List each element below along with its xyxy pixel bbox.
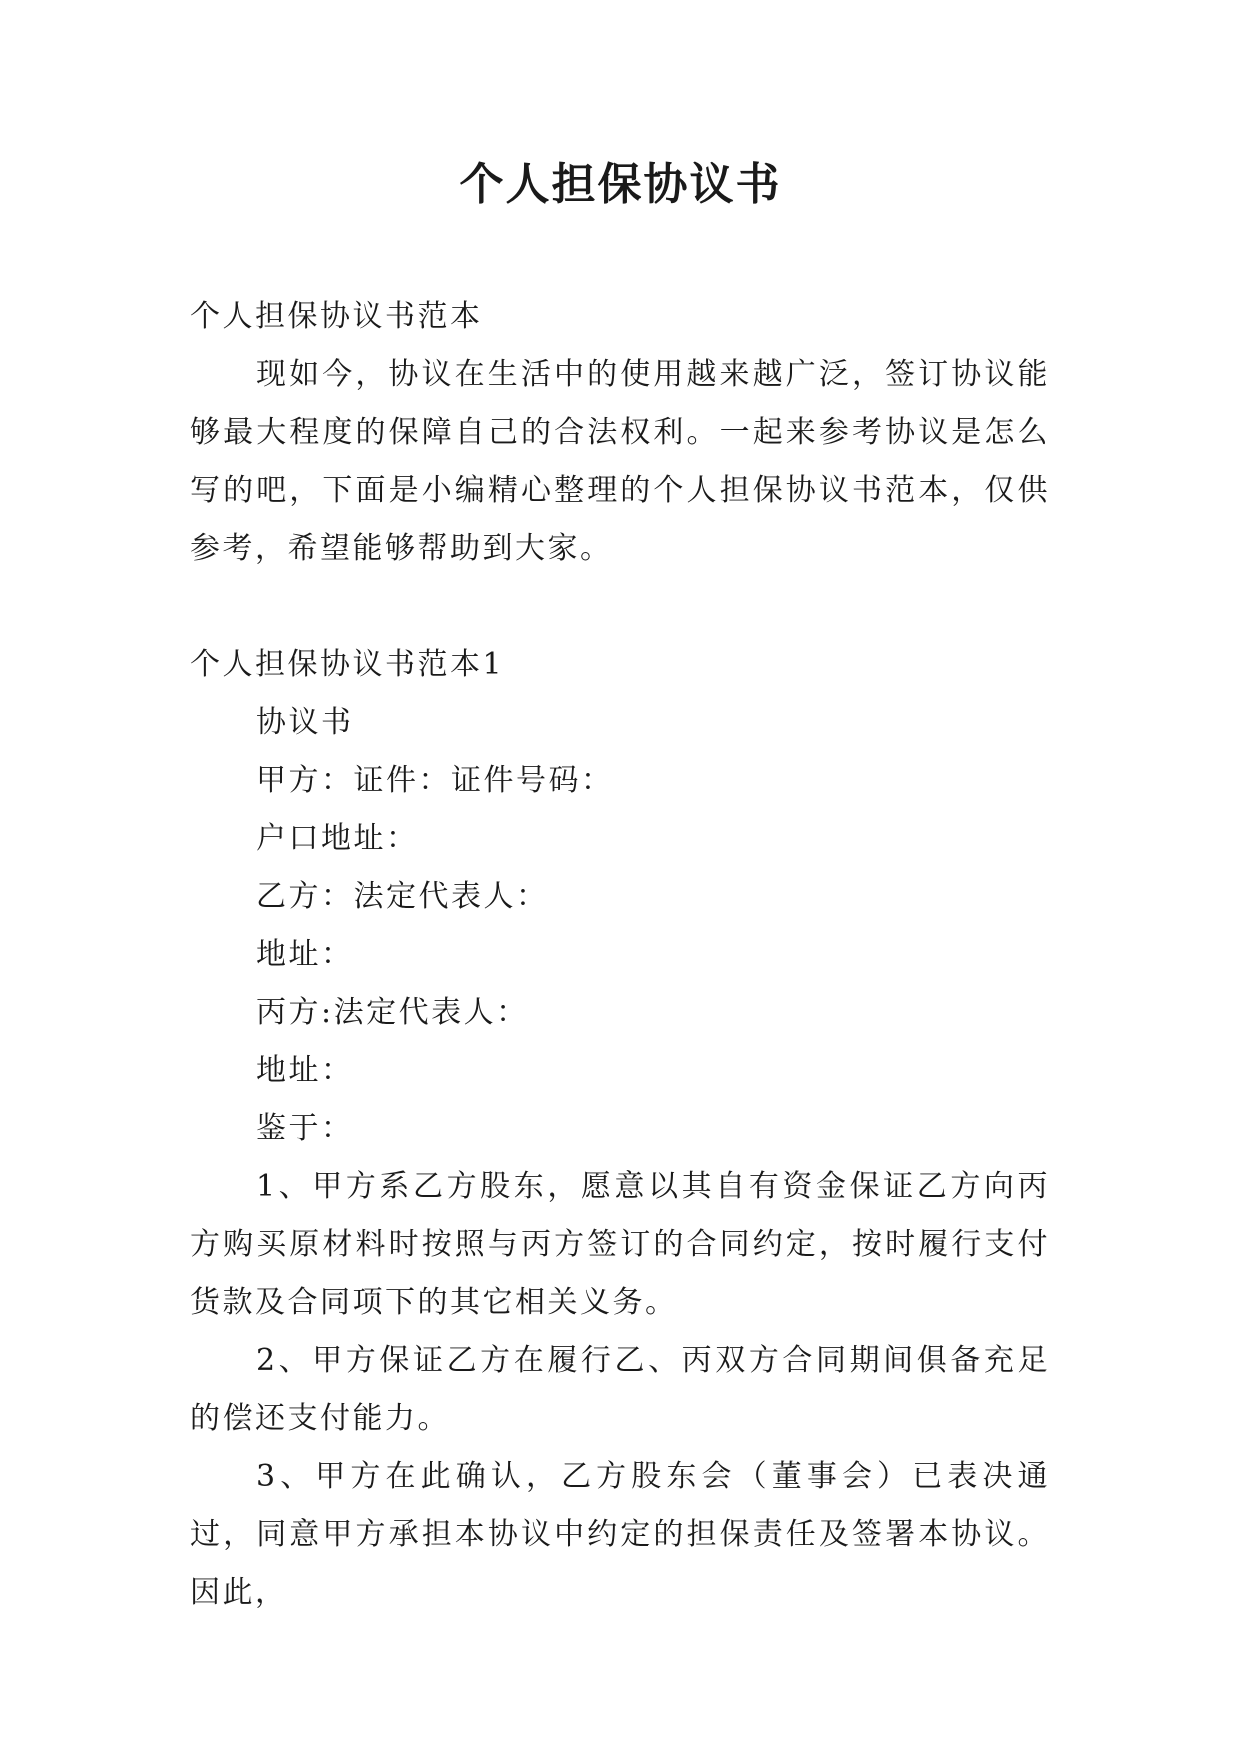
intro-paragraph: 现如今，协议在生活中的使用越来越广泛，签订协议能够最大程度的保障自己的合法权利。一起来参考协议是怎么写的吧，下面是小编精心整理的个人担保协议书范本，仅供参考，希望能够帮助到大家。 <box>190 357 1050 566</box>
clause-paragraph: 2、甲方保证乙方在履行乙、丙双方合同期间俱备充足的偿还支付能力。 <box>190 1343 1050 1436</box>
clause-paragraph: 1、甲方系乙方股东，愿意以其自有资金保证乙方向丙方购买原材料时按照与丙方签订的合同约定，按时履行支付货款及合同项下的其它相关义务。 <box>190 1169 1050 1320</box>
section-heading: 个人担保协议书范本1 <box>190 647 505 682</box>
section-heading: 个人担保协议书范本 <box>190 299 483 334</box>
clause-paragraph: 3、甲方在此确认，乙方股东会（董事会）已表决通过，同意甲方承担本协议中约定的担保责任及签署本协议。因此， <box>190 1459 1050 1610</box>
party-a-line: 甲方：证件：证件号码： <box>256 763 614 798</box>
party-a-address-line: 户口地址： <box>256 821 419 856</box>
document-title: 个人担保协议书 <box>459 159 782 210</box>
party-c-address-line: 地址： <box>256 1053 354 1088</box>
party-b-address-line: 地址： <box>256 937 354 972</box>
document-body <box>190 288 1050 1622</box>
party-b-line: 乙方：法定代表人： <box>256 879 549 914</box>
whereas-label: 鉴于： <box>256 1111 354 1146</box>
agreement-label: 协议书 <box>256 705 354 740</box>
party-c-line: 丙方:法定代表人： <box>256 995 529 1030</box>
